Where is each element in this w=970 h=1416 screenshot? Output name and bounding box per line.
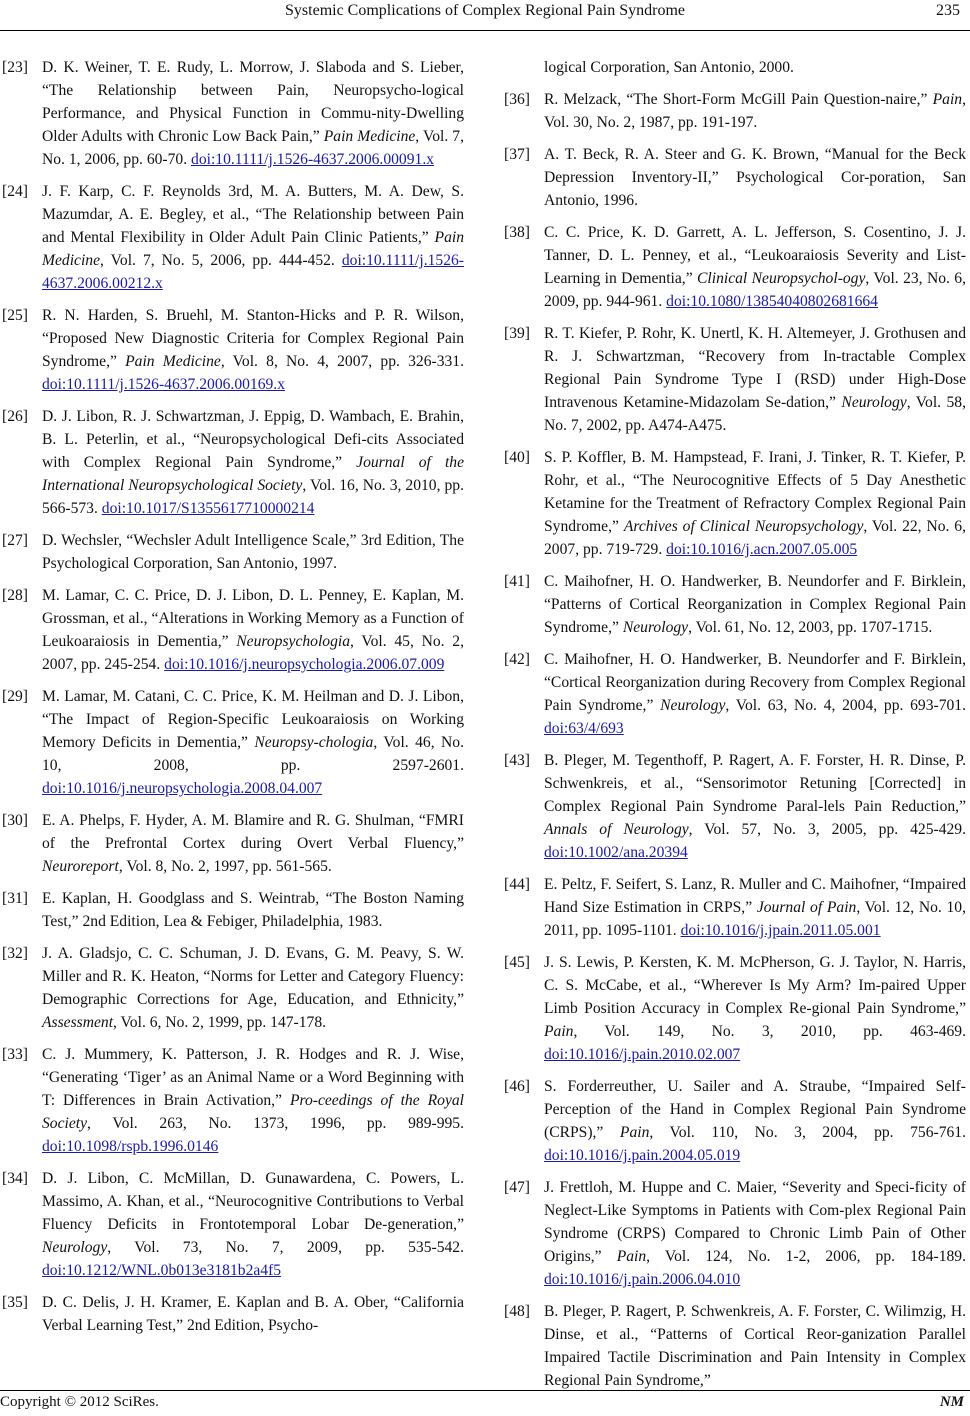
reference-number: [39] (504, 325, 530, 342)
reference-details: , Vol. 7, No. 1, 2006, pp. 60-70. (42, 128, 464, 168)
reference-details: , Vol. 8, No. 4, 2007, pp. 326-331. (220, 353, 464, 370)
reference-details: , Vol. 149, No. 3, 2010, pp. 463-469. (573, 1023, 966, 1040)
journal-abbreviation: NM (939, 1394, 964, 1410)
doi-link[interactable]: doi:10.1002/ana.20394 (544, 844, 688, 861)
doi-link[interactable]: doi:10.1016/j.neuropsychologia.2006.07.009 (164, 656, 445, 673)
reference-entry (2, 529, 464, 575)
reference-entry (2, 1291, 464, 1337)
reference-text: C. C. Price, K. D. Garrett, A. L. Jefferson, S. Cosentino, J. J. Tanner, D. L. Penney, et al., “Leukoaraiosis Severity and List-Learning in Dementia,” (544, 224, 966, 287)
doi-link[interactable]: doi:10.1016/j.jpain.2011.05.001 (680, 922, 881, 939)
reference-journal: Pain Medicine (125, 353, 221, 370)
reference-number: [35] (2, 1294, 28, 1311)
reference-journal: Assessment (42, 1014, 114, 1031)
reference-journal: Pain Medicine (323, 128, 416, 145)
reference-text: R. Melzack, “The Short-Form McGill Pain Question-naire,” (544, 91, 933, 108)
reference-journal: Journal of Pain (756, 899, 857, 916)
reference-details: , Vol. 7, No. 5, 2006, pp. 444-452. (100, 252, 342, 269)
reference-number: [43] (504, 752, 530, 769)
reference-number: [33] (2, 1046, 28, 1063)
doi-link[interactable]: doi:10.1212/WNL.0b013e3181b2a4f5 (42, 1262, 282, 1279)
reference-text: J. A. Gladsjo, C. C. Schuman, J. D. Evans, G. M. Peavy, S. W. Miller and R. K. Heaton, “Norms for Letter and Category Fluency: Demographic Corrections for Age, Education, and Ethnicity,” (42, 945, 464, 1008)
reference-text: S. P. Koffler, B. M. Hampstead, F. Irani, J. Tinker, R. T. Kiefer, P. Rohr, et al., “The Neurocognitive Effects of 5 Day Anesthetic Ketamine for the Treatment of Refractory Complex Regional Pain Syndrome,” (544, 449, 966, 535)
reference-entry (504, 648, 966, 740)
reference-journal: Pain (616, 1248, 647, 1265)
reference-journal: Pain (619, 1124, 650, 1141)
doi-link[interactable]: doi:10.1080/13854040802681664 (666, 293, 878, 310)
reference-entry (2, 405, 464, 520)
doi-link[interactable]: doi:10.1017/S1355617710000214 (101, 500, 315, 517)
reference-details: , Vol. 61, No. 12, 2003, pp. 1707-1715. (688, 619, 933, 636)
reference-entry (504, 570, 966, 639)
reference-journal: Pain Medicine (42, 229, 464, 269)
reference-entry (504, 951, 966, 1066)
reference-text: B. Pleger, M. Tegenthoff, P. Ragert, A. F. Forster, H. R. Dinse, P. Schwenkreis, et al., “Sensorimotor Retuning [Corrected] in Complex Regional Pain Syndrome Paral-lels Pain Reduction,” (544, 752, 966, 815)
reference-text: D. K. Weiner, T. E. Rudy, L. Morrow, J. Slaboda and S. Lieber, “The Relationship between Pain, Neuropsycho-logical Performance, and Physical Function in Commu-nity-Dwelling Older Adults with Chronic Low Back Pain,” (42, 59, 464, 145)
reference-details: , Vol. 73, No. 7, 2009, pp. 535-542. (107, 1239, 464, 1256)
reference-journal: Annals of Neurology (544, 821, 689, 838)
reference-text: D. Wechsler, “Wechsler Adult Intelligence Scale,” 3rd Edition, The Psychological Corporation, San Antonio, 1997. (42, 532, 464, 572)
reference-entry (2, 304, 464, 396)
footer-rule (0, 1390, 970, 1391)
doi-link[interactable]: doi:10.1016/j.pain.2004.05.019 (544, 1147, 741, 1164)
reference-number: [24] (2, 183, 28, 200)
reference-text: R. T. Kiefer, P. Rohr, K. Unertl, K. H. Altemeyer, J. Grothusen and R. J. Schwartzman, “Recovery from In-tractable Complex Regional Pain Syndrome Type I (RSD) under High-Dose Intravenous Ketamine-Midazolam Se-dation,” (544, 325, 966, 411)
reference-entry (504, 143, 966, 212)
reference-details: , Vol. 45, No. 2, 2007, pp. 245-254. (42, 633, 464, 673)
copyright-notice: Copyright © 2012 SciRes. (0, 1394, 159, 1410)
doi-link[interactable]: doi:10.1016/j.pain.2010.02.007 (544, 1046, 741, 1063)
reference-number: [31] (2, 890, 28, 907)
reference-entry (504, 88, 966, 134)
reference-text: D. J. Libon, C. McMillan, D. Gunawardena, C. Powers, L. Massimo, A. Khan, et al., “Neurocognitive Contributions to Verbal Fluency Deficits in Frontotemporal Lobar De-generation,” (42, 1170, 464, 1233)
reference-text: M. Lamar, C. C. Price, D. J. Libon, D. L. Penney, E. Kaplan, M. Grossman, et al., “Alterations in Working Memory as a Function of Leukoaraiosis in Dementia,” (42, 587, 464, 650)
reference-number: [42] (504, 651, 530, 668)
reference-journal: Neurology (660, 697, 726, 714)
reference-entry (2, 56, 464, 171)
reference-entry (2, 1043, 464, 1158)
reference-journal: Journal of the International Neuropsychological Society (42, 454, 464, 494)
reference-details: , Vol. 12, No. 10, 2011, pp. 1095-1101. (544, 899, 967, 939)
reference-details: , Vol. 8, No. 2, 1997, pp. 561-565. (118, 858, 332, 875)
reference-details: , Vol. 30, No. 2, 1987, pp. 191-197. (544, 91, 966, 131)
reference-number: [38] (504, 224, 530, 241)
reference-text: E. Kaplan, H. Goodglass and S. Weintrab, “The Boston Naming Test,” 2nd Edition, Lea & Febiger, Philadelphia, 1983. (42, 890, 464, 930)
reference-entry (2, 180, 464, 295)
running-title: Systemic Complications of Complex Regional Pain Syndrome (285, 2, 685, 19)
doi-link[interactable]: doi:10.1111/j.1526-4637.2006.00212.x (42, 252, 464, 292)
reference-journal: Neuropsy-chologia (254, 734, 374, 751)
reference-text: A. T. Beck, R. A. Steer and G. K. Brown, “Manual for the Beck Depression Inventory-II,” Psychological Cor-poration, San Antonio, 1996. (544, 146, 966, 209)
reference-number: [28] (2, 587, 28, 604)
reference-journal: Neurology (42, 1239, 108, 1256)
reference-text: R. N. Harden, S. Bruehl, M. Stanton-Hicks and P. R. Wilson, “Proposed New Diagnostic Criteria for Complex Regional Pain Syndrome,” (42, 307, 464, 370)
reference-text: D. C. Delis, J. H. Kramer, E. Kaplan and B. A. Ober, “California Verbal Learning Test,” 2nd Edition, Psycho- (42, 1294, 464, 1334)
header-rule (0, 30, 970, 31)
reference-number: [34] (2, 1170, 28, 1187)
reference-number: [25] (2, 307, 28, 324)
reference-journal: Neuropsychologia (236, 633, 351, 650)
reference-details: , Vol. 16, No. 3, 2010, pp. 566-573. (42, 477, 464, 517)
reference-number: [37] (504, 146, 530, 163)
reference-number: [36] (504, 91, 530, 108)
reference-text: E. A. Phelps, F. Hyder, A. M. Blamire and R. G. Shulman, “FMRI of the Prefrontal Cortex during Overt Verbal Fluency,” (42, 812, 464, 852)
reference-journal: Archives of Clinical Neuropsychology (623, 518, 864, 535)
reference-entry (504, 749, 966, 864)
reference-journal: Neuroreport (42, 858, 119, 875)
reference-details: , Vol. 57, No. 3, 2005, pp. 425-429. (688, 821, 966, 838)
doi-link[interactable]: doi:10.1016/j.neuropsychologia.2008.04.007 (42, 780, 323, 797)
reference-details: , Vol. 58, No. 7, 2002, pp. A474-A475. (544, 394, 967, 434)
reference-text: J. F. Karp, C. F. Reynolds 3rd, M. A. Butters, M. A. Dew, S. Mazumdar, A. E. Begley, et al., “The Relationship between Pain and Mental Flexibility in Older Adult Pain Clinic Patients,” (42, 183, 464, 246)
reference-details: , Vol. 46, No. 10, 2008, pp. 2597-2601. (42, 734, 464, 774)
reference-number: [47] (504, 1179, 530, 1196)
doi-link[interactable]: doi:10.1016/j.pain.2006.04.010 (544, 1271, 741, 1288)
doi-link[interactable]: doi:10.1016/j.acn.2007.05.005 (666, 541, 858, 558)
reference-text: C. J. Mummery, K. Patterson, J. R. Hodges and R. J. Wise, “Generating ‘Tiger’ as an Animal Name or a Word Beginning with T: Differences in Brain Activation,” (42, 1046, 464, 1109)
reference-text: D. J. Libon, R. J. Schwartzman, J. Eppig, D. Wambach, E. Brahin, B. L. Peterlin, et al., “Neuropsychological Defi-cits Associated with Complex Regional Pain Syndrome,” (42, 408, 464, 471)
reference-number: [46] (504, 1078, 530, 1095)
reference-number: [48] (504, 1303, 530, 1320)
reference-text: C. Maihofner, H. O. Handwerker, B. Neundorfer and F. Birklein, “Patterns of Cortical Reorganization in Complex Regional Pain Syndrome,” (544, 573, 966, 636)
reference-journal: Pain (932, 91, 963, 108)
reference-number: [45] (504, 954, 530, 971)
reference-details: , Vol. 6, No. 2, 1999, pp. 147-178. (113, 1014, 327, 1031)
reference-number: [26] (2, 408, 28, 425)
reference-entry (504, 1300, 966, 1392)
doi-link[interactable]: doi:10.1111/j.1526-4637.2006.00169.x (42, 376, 285, 393)
doi-link[interactable]: doi:10.1098/rspb.1996.0146 (42, 1138, 219, 1155)
reference-entry (504, 1176, 966, 1291)
reference-entry (504, 446, 966, 561)
reference-entry (2, 685, 464, 800)
reference-entry (2, 887, 464, 933)
reference-journal: Neurology (841, 394, 907, 411)
reference-entry (504, 322, 966, 437)
reference-text: M. Lamar, M. Catani, C. C. Price, K. M. Heilman and D. J. Libon, “The Impact of Region-Specific Leukoaraiosis on Working Memory Deficits in Dementia,” (42, 688, 464, 751)
references-right-column (504, 56, 966, 1401)
reference-text: B. Pleger, P. Ragert, P. Schwenkreis, A. F. Forster, C. Wilimzig, H. Dinse, et al., “Patterns of Cortical Reor-ganization Parallel Impaired Tactile Discrimination and Pain Intensity in Complex Regional Pain Syndrome,” (544, 1303, 966, 1389)
references-left-column (2, 56, 464, 1346)
reference-number: [30] (2, 812, 28, 829)
reference-text: S. Forderreuther, U. Sailer and A. Straube, “Impaired Self-Perception of the Hand in Complex Regional Pain Syndrome (CRPS),” (544, 1078, 966, 1141)
reference-number: [29] (2, 688, 28, 705)
reference-text: E. Peltz, F. Seifert, S. Lanz, R. Muller and C. Maihofner, “Impaired Hand Size Estimation in CRPS,” (544, 876, 966, 916)
reference-entry (2, 1167, 464, 1282)
reference-journal: Clinical Neuropsychol-ogy (697, 270, 866, 287)
reference-details: , Vol. 22, No. 6, 2007, pp. 719-729. (544, 518, 966, 558)
reference-journal: Pain (544, 1023, 574, 1040)
page-number: 235 (936, 2, 960, 19)
reference-text: logical Corporation, San Antonio, 2000. (544, 59, 794, 76)
reference-number: [27] (2, 532, 28, 549)
doi-link[interactable]: doi:10.1111/j.1526-4637.2006.00091.x (191, 151, 435, 168)
reference-details: , Vol. 263, No. 1373, 1996, pp. 989-995. (87, 1115, 464, 1132)
reference-entry (504, 873, 966, 942)
reference-journal: Pro-ceedings of the Royal Society (42, 1092, 464, 1132)
reference-details: , Vol. 63, No. 4, 2004, pp. 693-701. (725, 697, 967, 714)
reference-entry (2, 942, 464, 1034)
reference-number: [23] (2, 59, 28, 76)
reference-entry (504, 221, 966, 313)
reference-number: [41] (504, 573, 530, 590)
reference-details: , Vol. 124, No. 1-2, 2006, pp. 184-189. (646, 1248, 966, 1265)
running-header (0, 0, 970, 26)
doi-link[interactable]: doi:63/4/693 (544, 720, 624, 737)
reference-entry (2, 809, 464, 878)
reference-number: [44] (504, 876, 530, 893)
reference-text: J. Frettloh, M. Huppe and C. Maier, “Severity and Speci-ficity of Neglect-Like Symptoms in Patients with Com-plex Regional Pain Syndrome (CRPS) Compared to Chronic Limb Pain of Other Origins,” (544, 1179, 966, 1265)
reference-journal: Neurology (622, 619, 689, 636)
reference-number: [40] (504, 449, 530, 466)
reference-details: , Vol. 23, No. 6, 2009, pp. 944-961. (544, 270, 966, 310)
reference-number: [32] (2, 945, 28, 962)
reference-entry (2, 584, 464, 676)
reference-entry (504, 56, 966, 79)
reference-details: , Vol. 110, No. 3, 2004, pp. 756-761. (649, 1124, 966, 1141)
reference-entry (504, 1075, 966, 1167)
reference-text: C. Maihofner, H. O. Handwerker, B. Neundorfer and F. Birklein, “Cortical Reorganization during Recovery from Complex Regional Pain Syndrome,” (544, 651, 966, 714)
reference-text: J. S. Lewis, P. Kersten, K. M. McPherson, G. J. Taylor, N. Harris, C. S. McCabe, et al., “Wherever Is My Arm? Im-paired Upper Limb Position Accuracy in Complex Re-gional Pain Syndrome,” (544, 954, 966, 1017)
